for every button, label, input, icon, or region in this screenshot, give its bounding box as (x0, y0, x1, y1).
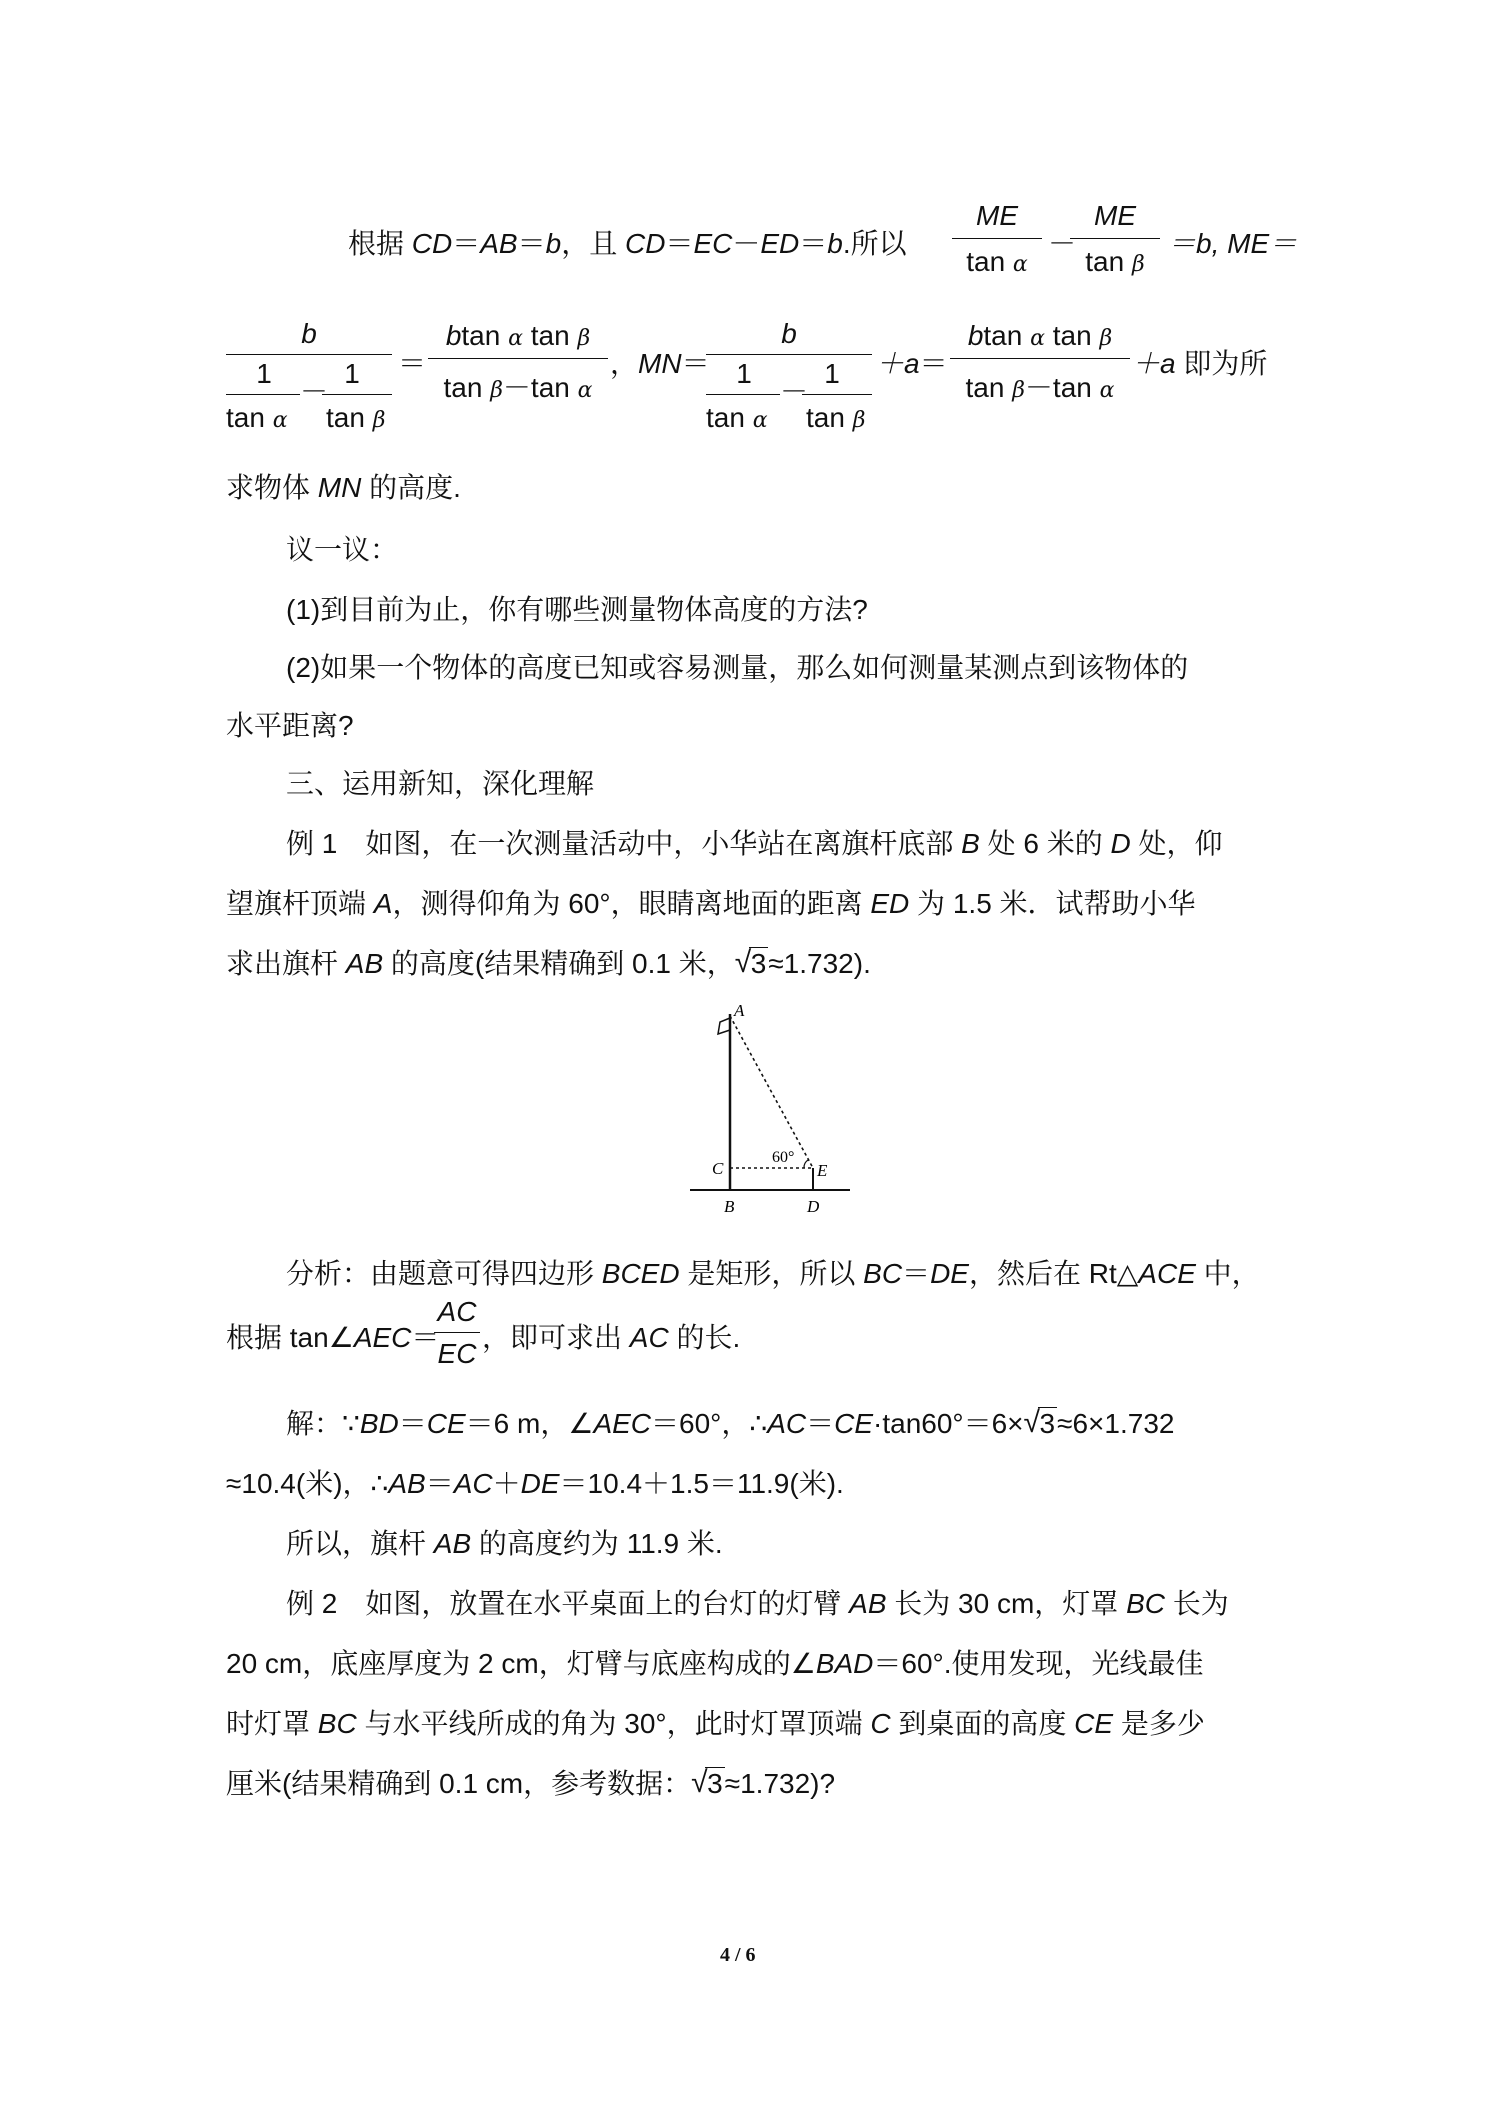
text: ＝b, ME＝ (1168, 228, 1298, 259)
analysis-line-1 (286, 1252, 1260, 1292)
text: 即为所 (1175, 348, 1268, 379)
text: β (1099, 326, 1113, 351)
text: tan (226, 402, 273, 433)
text: AEC (593, 1408, 652, 1439)
minus: － (300, 376, 329, 407)
text: MN (317, 472, 362, 503)
text: BAD (815, 1648, 874, 1679)
example-2-line-4 (226, 1762, 835, 1802)
text: 望旗杆顶端 (226, 888, 374, 919)
text: 与水平线所成的角为 30°，此时灯罩顶端 (356, 1708, 871, 1739)
text: ＝ (452, 228, 481, 259)
fraction-bar (950, 358, 1130, 359)
fraction-bar (428, 358, 608, 359)
text: β (852, 408, 866, 433)
text: ，即可求出 (482, 1322, 630, 1353)
text: 中， (1195, 1258, 1260, 1289)
text: ＝60°，∴ (651, 1408, 768, 1439)
sight-line (730, 1016, 813, 1168)
numerator: AC (437, 1296, 477, 1327)
sqrt: √ 3 (1023, 1406, 1056, 1439)
text: ＝ (919, 348, 948, 379)
solution-line-2 (226, 1462, 844, 1502)
text: AC (629, 1322, 669, 1353)
flag-shape (718, 1018, 730, 1034)
text: 长为 30 cm，灯罩 (886, 1588, 1127, 1619)
para-mn-height (226, 466, 461, 506)
text: 是矩形，所以 (679, 1258, 864, 1289)
text: 例 1 如图，在一次测量活动中，小华站在离旗杆底部 (286, 828, 962, 859)
text: AC (453, 1468, 493, 1499)
text: 是多少 (1113, 1708, 1205, 1739)
text: tan (1052, 320, 1100, 351)
fraction-bar (434, 1332, 480, 1333)
text: DE (520, 1468, 560, 1499)
text: BCED (601, 1258, 680, 1289)
text: 例 2 如图，放置在水平桌面上的台灯的灯臂 (286, 1588, 850, 1619)
text: α (272, 408, 288, 433)
text: AB (388, 1468, 426, 1499)
text: －tan (1024, 372, 1100, 403)
text: tan (966, 246, 1013, 277)
text: AEC (353, 1322, 412, 1353)
analysis-line-2b (482, 1316, 740, 1356)
text: CE (834, 1408, 874, 1439)
label-a: A (734, 1001, 745, 1020)
text: tan (461, 320, 509, 351)
text: 厘米(结果精确到 0.1 cm，参考数据： (226, 1768, 692, 1799)
text: 解：∵ (286, 1408, 360, 1439)
compound-fraction-1 (226, 318, 392, 438)
text: ＝10.4＋1.5＝11.9(米). (559, 1468, 844, 1499)
fraction-me-tan-alpha (952, 200, 1042, 280)
text: ACE (1138, 1258, 1196, 1289)
text: AB (433, 1528, 472, 1559)
text: 1 (736, 358, 752, 389)
angle-arc (804, 1160, 808, 1168)
text: 分析：由题意可得四边形 (286, 1258, 602, 1289)
text: ＝60°.使用发现，光线最佳 (873, 1648, 1204, 1679)
text: α (1099, 378, 1115, 403)
text: ， (610, 348, 639, 379)
text: ，然后在 Rt△ (968, 1258, 1139, 1289)
text: AB (849, 1588, 887, 1619)
solution-line-1 (286, 1402, 1174, 1442)
text: － (732, 228, 761, 259)
text: ＝ (411, 1322, 440, 1353)
text: ED (760, 228, 800, 259)
text: DE (930, 1258, 969, 1289)
text: 的高度. (361, 472, 461, 503)
text: 根据 (348, 228, 412, 259)
example-2-line-2 (226, 1642, 1204, 1682)
text: α (508, 326, 523, 351)
text: 的长. (668, 1322, 741, 1353)
text: β (490, 378, 503, 403)
text: ·tan60°＝6× (873, 1408, 1024, 1439)
text: 3 (707, 1768, 723, 1799)
text: CE (426, 1408, 466, 1439)
fraction-bar (706, 394, 780, 395)
text: BD (359, 1408, 399, 1439)
text: 根据 tan∠ (226, 1322, 354, 1353)
numerator: b (781, 318, 797, 349)
fraction-bar (802, 394, 872, 395)
text: β (372, 408, 386, 433)
fraction-bar (322, 394, 392, 395)
text: α (1012, 252, 1028, 277)
text: 处，仰 (1130, 828, 1223, 859)
text: b (827, 228, 843, 259)
text: D (1110, 828, 1131, 859)
sqrt: √ 3 (691, 1766, 723, 1799)
numerator: ME (1094, 200, 1136, 231)
text: 到桌面的高度 (890, 1708, 1075, 1739)
text: ＝ (681, 348, 710, 379)
text: ＝ (799, 228, 828, 259)
text: ≈1.732)? (724, 1768, 836, 1799)
page-number: 4 / 6 (720, 1944, 756, 1966)
minus: － (1048, 228, 1077, 259)
sqrt: √ 3 (734, 946, 767, 979)
text: 1 (344, 358, 360, 389)
text: tan (965, 372, 1013, 403)
fraction-btan (428, 320, 608, 403)
fraction-bar (952, 238, 1042, 239)
text: AC (767, 1408, 807, 1439)
angle-label: 60° (772, 1149, 795, 1166)
question-1: (1)到目前为止，你有哪些测量物体高度的方法? (286, 594, 868, 625)
numerator: ME (976, 200, 1018, 231)
label-d: D (807, 1197, 820, 1216)
text: tan (983, 320, 1031, 351)
text: tan (706, 402, 753, 433)
example-2-line-1 (286, 1582, 1229, 1622)
text: β (577, 326, 591, 351)
text: tan (806, 402, 853, 433)
flagpole-figure (690, 1000, 870, 1222)
text: 所以，旗杆 (286, 1528, 434, 1559)
label-b: B (724, 1197, 735, 1216)
section-heading: 三、运用新知，深化理解 (286, 768, 595, 799)
text: 时灯罩 (226, 1708, 318, 1739)
text: β (1131, 252, 1145, 277)
fraction-bar (226, 354, 392, 355)
compound-fraction-2 (706, 318, 872, 438)
text: ≈1.732). (768, 948, 871, 979)
text: BC (863, 1258, 903, 1289)
equals: ＝ (398, 348, 427, 379)
text: AB (480, 228, 518, 259)
label-e: E (817, 1161, 828, 1180)
text: ＝ (425, 1468, 454, 1499)
text: 1 (256, 358, 272, 389)
text: B (961, 828, 980, 859)
fraction-me-tan-beta (1070, 200, 1160, 280)
text: α (1030, 326, 1045, 351)
text: CD (411, 228, 453, 259)
text: tan (326, 402, 373, 433)
question-2-line-2: 水平距离? (226, 710, 354, 741)
fraction-bar (706, 354, 872, 355)
text: CD (624, 228, 666, 259)
text: ＋a (876, 348, 920, 379)
text: b (445, 320, 462, 351)
fraction-bar (226, 394, 300, 395)
fraction-btan-2 (950, 320, 1130, 403)
label-c: C (712, 1159, 724, 1178)
example-1-line-1 (286, 822, 1223, 862)
text: tan (443, 372, 491, 403)
text: α (577, 378, 593, 403)
text: ＝ (517, 228, 546, 259)
text: 20 cm，底座厚度为 2 cm，灯臂与底座构成的∠ (226, 1648, 816, 1679)
text: 的高度(结果精确到 0.1 米， (383, 948, 735, 979)
example-2-line-3 (226, 1702, 1205, 1742)
text: EC (693, 228, 733, 259)
text: tan (530, 320, 578, 351)
text: 处 6 米的 (979, 828, 1111, 859)
text: b (545, 228, 562, 259)
text: .所以 (842, 228, 907, 259)
text: C (870, 1708, 891, 1739)
text: ≈10.4(米)，∴ (226, 1468, 389, 1499)
text: 求物体 (226, 472, 318, 503)
example-1-line-2 (226, 882, 1196, 922)
text: CE (1074, 1708, 1114, 1739)
text: 3 (750, 948, 767, 979)
fraction-bar (1070, 238, 1160, 239)
text: BC (1126, 1588, 1165, 1619)
text: A (373, 888, 393, 919)
text: b (967, 320, 984, 351)
text: ＝ (902, 1258, 931, 1289)
text: β (1012, 378, 1025, 403)
text: －tan (502, 372, 578, 403)
text: 的高度约为 11.9 米. (471, 1528, 723, 1559)
minus: － (780, 376, 809, 407)
text: 长为 (1165, 1588, 1229, 1619)
text: 3 (1039, 1408, 1056, 1439)
text: 为 1.5 米．试帮助小华 (909, 888, 1196, 919)
text: ＋ (492, 1468, 521, 1499)
text: BC (317, 1708, 357, 1739)
numerator: b (301, 318, 317, 349)
solution-line-3 (286, 1522, 723, 1562)
text: ，且 (561, 228, 625, 259)
text: ＝ (665, 228, 694, 259)
example-1-line-3 (226, 942, 871, 982)
text: tan (1085, 246, 1132, 277)
text: ，测得仰角为 60°，眼睛离地面的距离 (392, 888, 871, 919)
text: ＝ (806, 1408, 835, 1439)
text: 求出旗杆 (226, 948, 346, 979)
discuss-heading: 议一议： (286, 534, 399, 565)
text: MN (638, 348, 682, 379)
para-cd-ab (348, 222, 907, 262)
text: ED (870, 888, 910, 919)
denominator: EC (437, 1338, 477, 1369)
text: α (752, 408, 768, 433)
analysis-line-2a (226, 1316, 439, 1356)
text: 1 (824, 358, 840, 389)
text: AB (345, 948, 384, 979)
text: ＝ (398, 1408, 427, 1439)
text: ≈6×1.732 (1057, 1408, 1175, 1439)
text: ＝6 m，∠ (465, 1408, 594, 1439)
question-2-line-1: (2)如果一个物体的高度已知或容易测量，那么如何测量某测点到该物体的 (286, 652, 1189, 683)
text: ＋a (1132, 348, 1176, 379)
fraction-ac-ec (434, 1296, 480, 1376)
